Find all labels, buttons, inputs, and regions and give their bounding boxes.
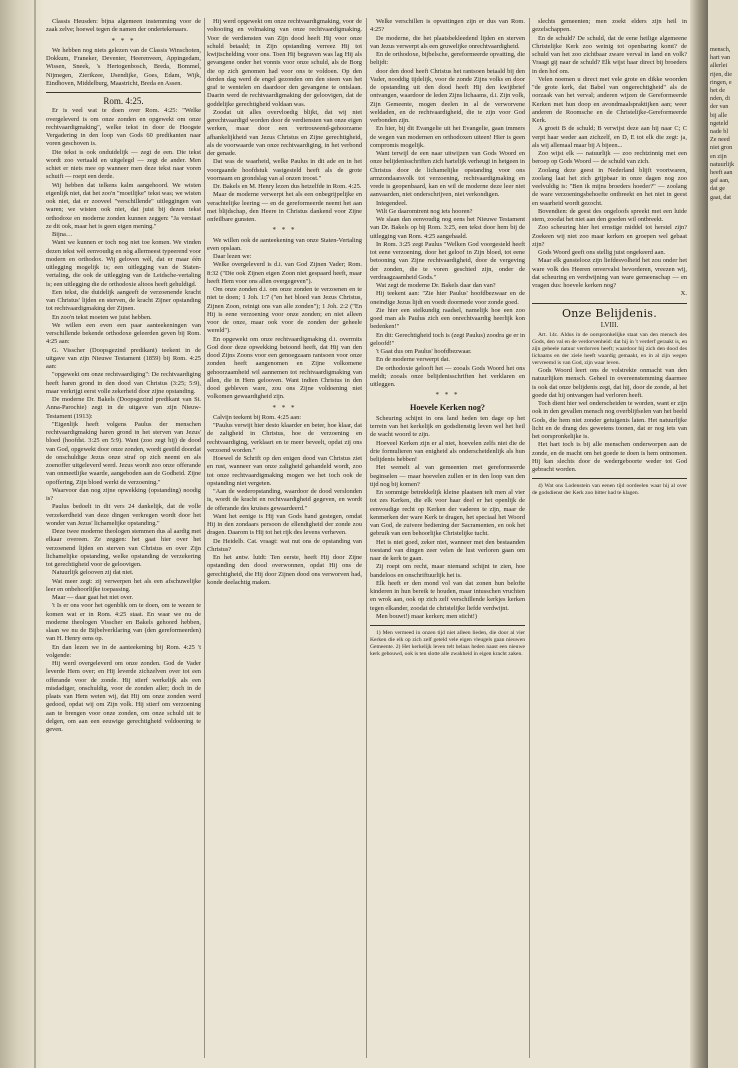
column-1 xyxy=(46,18,201,1058)
binding-edge xyxy=(34,0,36,1068)
column-rule xyxy=(204,18,205,1058)
divider xyxy=(532,303,687,304)
paragraph: Het hart toch is bij alle menschen onderworpen aan de zonde, en de macht om het goede te doen is hem ontnomen. Hij kan slechts door de wedergeboorte weder tot God gebracht worden. xyxy=(532,441,687,473)
next-page-line: nden, di xyxy=(710,95,730,103)
next-page-line: rijen, die xyxy=(710,70,732,78)
paragraph: Want terwijl de een naar uitwijzen van Gods Woord en onze belijdenisschriften zich hartelijk verheugt in hetgeen in Christus door de lichamelijke opstanding voor ons armzondaarsvolk tot verzoening, rechtvaardigmaking en vrede is geopenbaard, kan en wil de moderne deze leer niet aanvaarden, niet onderschrijven, niet verkondigen. xyxy=(370,150,525,199)
next-page-line: gaat, dat xyxy=(710,193,731,201)
paragraph: En hier, bij dit Evangelie uit het Evangelie, gaan immers de wegen van modernen en orthodoxen uiteen! Hier is geen compromis mogelijk. xyxy=(370,125,525,149)
paragraph: 't Gaat dus om Paulus' hoofdbezwaar. xyxy=(376,348,472,355)
paragraph: Hoeveel Kerken zijn er al niet, hoevelen zelfs niet die de drie formulieren van enigheid als onderscheidenlijk als hun belijdenis hebben! xyxy=(370,439,525,463)
paragraph: Scheuring schijnt in ons land heden ten dage op het terrein van het kerkelijk en godsdienstig leven wel het heil de wacht woord te zijn. xyxy=(370,414,525,439)
paragraph: Een tekst, die duidelijk aangeeft de verzoenende kracht van Christus' lijden en sterven, de kracht Zijner opstanding tot rechtvaardigmaking der Zijnen. xyxy=(46,288,201,313)
paragraph: Welke overgeleverd is d.i. van God Zijnen Vader; Rom. 8:32 ("Die ook Zijnen eigen Zoon niet gespaard heeft, maar heeft Hem voor ons allen overgegeven"). xyxy=(207,261,362,285)
paragraph: "Paulus verwijt hier desto klaarder en beter, hoe klaar, dat de zaligheid in Christus, hoe de verzoening en rechtvaardiging, verklaart en te meer beveelt, opdat zij ons verzoend worden." xyxy=(207,422,362,454)
paragraph: Hij werd overgeleverd om onze zonden. God de Vader leverde Hem over; en Hij leverde zichzelven over tot een offerande voor de zonde. Hij stierf werkelijk als een misdadiger, onschuldig, voor de zonden aller; doch in de plaats van Hem weten wij, dat Hij om onze zonden werd gedood, opdat wij om Zijn volk. Hij stierf om verzoening aan te brengen voor onze zonden, om onze schuld uit te delgen, om aan een eeuwige gerechtigheid voldoening te geven. xyxy=(46,660,201,733)
next-page-line: dat ge xyxy=(710,185,725,193)
next-page-line: gaf aan, xyxy=(710,177,730,185)
paragraph: Maar de moderne verwerpt het als een onbegrijpelijke en verachtelijke leering — en de gereformeerde neemt het aan met blijdschap, den Heere in Christus dankend voor Zijne onfeilbare gunsten. xyxy=(207,191,362,223)
column-4 xyxy=(532,18,687,1058)
column-rule xyxy=(529,18,530,1058)
next-page-line: der van xyxy=(710,103,729,111)
paragraph: Die tekst is ook onduidelijk — zegt de een. Die tekst wordt zoo vertaald en uitgelegd — zegt de ander. Men schiet er niets mee op wanneer men deze tekst naar voren schuift — roept een derde. xyxy=(46,148,201,181)
signature: X. xyxy=(680,290,687,298)
paragraph: We hebben nog niets gelezen van de Classis Winschoten, Dokkum, Franeker, Deventer, Heerenveen, Appingedam, Wissen, Sneek, 's Hertogenbosch, Breda, Bommel, Nijmegen, Zierikzee, IJsendijke, Goes, Edam, Wijk, Eindhoven, Middelburg, Maastricht, Breda en Assen. xyxy=(46,46,201,87)
paragraph: De Heidelb. Cat. vraagt: wat nut ons de opstanding van Christus? xyxy=(207,537,362,553)
paragraph: De moderne Dr. Bakels (Doopsgezind predikant van St. Anna-Parochie) zegt in de uitgave van zijn Nieuw-Testament (1913): xyxy=(46,396,201,420)
paragraph: "Aan de wederopstanding, waardoor de dood verslonden is, wordt de kracht en rechtvaardigheid gegeven, en wordt de offerande des kruises gewaardeerd." xyxy=(207,488,362,512)
paragraph: Dat was de waarheid, welke Paulus in dit ade en in het voorgaande hoofdstuk vastgesteld heeft als de grote voornaam en grondslag van al onzen troost." xyxy=(207,158,362,182)
paragraph: Dr. Bakels en M. Henry lezen dus hetzelfde in Rom. 4:25. xyxy=(213,183,362,190)
paragraph: Paulus bedoelt in dit vers 24 dankelijk, dat de volle verzekerdheid van deze dingen verkregen wordt door het wonder van Jezus' lichamelijke opstanding." xyxy=(46,503,201,527)
column-rule xyxy=(366,18,367,1058)
paragraph: Welke verschillen is opvattingen zijn er dus van Rom. 4:25? xyxy=(370,18,525,34)
paragraph: Het is niet goed, zeker niet, wanneer met den bestaanden toestand van dingen zeer velen de lust verloren gaan om naar de kerk te gaan. xyxy=(370,538,525,562)
paragraph: Integendeel. xyxy=(376,199,408,207)
paragraph: En de moderne verwerpt dat. xyxy=(376,356,450,364)
paragraph: Men bouwt!) maar kerken; men sticht!) xyxy=(376,612,477,620)
paragraph: Elk heeft er den mond vol van dat zonen hun belofte kinderen in hun bereik te houden, maar intusschen vruchten en wrok aan, ook op zich zelf verschillende kerkjes kerken tegen elkander, zoodat de christelijke liefde verdwijnt. xyxy=(370,579,525,612)
paragraph: G. Visscher (Doopsgezind predikant) teekent in de uitgave van zijn Nieuwe Testament (1859) bij Rom. 4:25 aan: xyxy=(46,346,201,370)
paragraph: En de orthodoxe, bijbelsche, gereformeerde opvatting, die belijdt: xyxy=(370,51,525,67)
paragraph: "Eigenlijk heeft volgens Paulus der menschen rechtvaardigmaking haren grond in het sterven van Jezus' bloed (hoofdst. 3:25 en 5:9). Want (zoo zegt hij) de dood van God, opgewekt door onze zonden, wordt gestild doordat de onschuldige Jezus onze straf op zich neemt en als zoenoffer uitgeleverd werd. Jezus wordt zoo onze offerande van onmeetlijke waarde, aangeboden aan de Godheid. Zijne opoffering, Zijn bloed werkt de verzoening." xyxy=(46,420,201,486)
paragraph: Zij roept om recht, maar niemand schijnt te zien, hoe bandeloos en onschriftuurlijk het is. xyxy=(370,563,525,579)
paragraph: Daar lezen we: xyxy=(213,253,252,260)
paragraph: Bovendien: de geest des ongeloofs spreekt met een luide stem, zoodat het niet aan den goeden wil ontbreekt. xyxy=(532,207,687,223)
paragraph: Zoo scheuring hier het ernstige middel tot herstel zijn? Zoekeen wij niet zoo maar kerken en groepen wel gebaat zijn? xyxy=(532,224,687,248)
paragraph: Wat meer zegt: zij verwerpen het als een afschuwelijke leer en onbehoorlijke toepassing. xyxy=(46,577,201,593)
paragraph: Deze twee moderne theologen stemmen dus al aardig met elkaar overeen. Ze zeggen: het gaat hier over het verzoenend lijden en sterven van Christus en over Zijn lichamelijke opstanding, welke opstanding de verzekering tot gerechtigheid voor de geloovigen. xyxy=(46,528,201,568)
paragraph: Er is veel wat te doen over Rom. 4:25: "Welke overgeleverd is om onze zonden en opgewekt om onze rechtvaardigmaking", welke tekst in door de Hoogste Vergadering in den loop van Gods 60 predikanten naar voren geschoven is. xyxy=(46,107,201,148)
paragraph: Bijna… xyxy=(52,231,73,238)
next-page-line: heeft aan xyxy=(710,169,733,177)
paragraph: Toch dient hier wel onderscheiden te worden, want er zijn ook in den gevallen mensch nog overblijfselen van het beeld Gods, die hem niet zonder getuigenis laten. Het natuurlijke licht en de drang des gewetens toonen, dat er nog iets van het oorspronkelijke is. xyxy=(532,400,687,440)
next-page-line: natuurlijk xyxy=(710,160,735,168)
paragraph: Wat zegt de moderne Dr. Bakels daar dan van? xyxy=(376,282,496,289)
section-heading: Rom. 4:25. xyxy=(103,96,144,106)
next-page-edge xyxy=(708,0,738,1068)
paragraph: Maar — daar gaat het niet over. xyxy=(52,594,134,601)
paragraph: We willen een even een paar aanteekeningen van verschillende bekende orthodoxe geleerden geven bij Rom. 4:25 aan: xyxy=(46,321,201,346)
paragraph: Natuurlijk gelooven zij dat niet. xyxy=(52,569,134,577)
paragraph: Velen noemen u direct met vele grote en dikke woorden "de grote kerk, dat Babel van ongerechtigheid" als de oorzaak van het verval; anderen wijzen de Gereformeerde Kerken met hun doop en avondmaalspraktijken aan; weer anderen de Roomsche en de Christelijke-Gereformeerde Kerk. xyxy=(532,75,687,124)
footnotes: 4) Wat ons Lodenstein van eenen tijd oordeelen waar hij al over de godsdienst der Kerk zoo bitter had te klagen. xyxy=(532,483,687,497)
separator-stars: * * * xyxy=(272,403,297,412)
paragraph: Om onze zonden d.i. om onze zonden te verzoenen en te niet te doen; 1 Joh. 1:7 ("en het bloed van Jezus Christus, Zijnen Zoon, reinigt ons van alle zonden"); 1 Joh. 2:2 ("En Hij is eene verzoening voor onze zonden; en niet alleen voor de onze, maar ook voor de zonden der geheele wereld"). xyxy=(207,286,362,335)
paragraph: Het wemelt al van gemeenten met gereformeerde beginselen — maar hoevelen zullen er in den loop van den tijd nog bij komen? xyxy=(370,464,525,488)
paragraph: En sommige betrekkelijk kleine plaatsen telt men al vier tot zes Kerken, die elk voor haar deel er het openlijk de eenvoudige recht op Kerken der vaderen te zijn, maar de kenmerken der ware Kerk te dragen, het speciaal het Woord van God, de zuivere bediening der Sacramenten, en ook het gebruik van een behoorlijke Christelijke tucht. xyxy=(370,489,525,538)
paragraph: Zie hier een stelkundig raadsel, namelijk hoe een zoo goed man als Paulus zich een onrechtvaardig heerlijk kon bedenken!" xyxy=(370,306,525,331)
article-quote: Art. 14c. Aldus in de oorspronkelijke staat van den mensch des Gods, den val en de verdorvenheid: dat hij in 't verderf geraakt is, en zijn geheele natuur verdorven heeft; waardoor hij zich den dood des lichaams en der ziele heeft waardig gemaakt, en in al zijn wegen vervreemd is van God, zijn waar leven. xyxy=(532,332,687,366)
paragraph: Hoewel de Schrift op den enigen dood van Christus ziet en rust, wanneer van onze zaligheid gehandeld wordt, zoo tot onze rechtvaardigmaking mogen we het toch ook de opstanding niet vergeten. xyxy=(207,455,362,487)
paragraph: slechts gemeenten; men zoekt elders zijn heil in gezelschappen. xyxy=(532,18,687,34)
paragraph: Wij hebben dat telkens kalm aangehoord. We wisten eigenlijk niet, dat het zoo'n "moeilijke" tekst was; we wisten ook niet, dat er zooveel "verschillende" uitleggingen van waren; we wisten ook niet, dat juist bij dezen tekst orthodoxe en moderne zonden kunnen zeggen: "Ja verstaat ze dit ook, maar het is geen eigen mening." xyxy=(46,181,201,230)
binding-gutter xyxy=(0,0,44,1068)
paragraph: Zoolang deze geest in Nederland blijft voortwaren, zoolang laat het zich grijpbaar in onze dagen nog zoo veelvuldig is: "Ben ik mijns broeders hoeder?" — zoolang de ware verzoeningsbehoefte ontbreekt en het niet in geest en waarheid wordt gezocht. xyxy=(532,166,687,207)
paragraph: Wilt Ge daaromtrent nog iets hooren? xyxy=(376,207,473,215)
paragraph: De moderne, die het plaatsbekleedend lijden en sterven van Jezus verwerpt als een gruwelijke onrechtvaardigheid. xyxy=(370,34,525,50)
separator-stars: * * * xyxy=(272,226,297,235)
next-page-line: niet gron xyxy=(710,144,733,152)
paragraph: We slaan dan eenvoudig nog eens het Nieuwe Testament van Dr. Bakels op bij Rom. 3:25, een tekst door hem bij de uitlegging van Rom. 4:25 aangehaald. xyxy=(370,216,525,240)
next-page-line: mensch, xyxy=(710,46,731,53)
paragraph: Zoodat uit alles overvloedig blijkt, dat wij niet gerechtvaardigd worden door de verdiensten van onze eigen werken, maar door een vertrouwend-gehoorzame afhankelijkheid van Jezus Christus en Zijne gerechtigheid, als de voorwaarde van onze rechtvaardiging, in het verbond der genade. xyxy=(207,108,362,157)
next-page-line: hart van xyxy=(710,54,731,62)
next-page-line: ringen, e xyxy=(710,78,732,86)
column-2 xyxy=(207,18,362,1058)
next-page-text xyxy=(708,0,738,202)
paragraph: Zoo wijst elk — natuurlijk — zoo rechtzinnig met een beroep op Gods Woord — de schuld van zich. xyxy=(532,150,687,166)
footnote-divider xyxy=(532,478,687,479)
footnotes: 1) Men vermeed in onzen tijd niet alleen lieden, die door al vier Kerken die elk op zich zelf geteld vele eigen vleugels gaan nieuwen Gemeente. 2) Het kerkelijk leven telt helaas heden naast een nieuwe kerk gebouwd, ook is ten slotte alle zwakheid in eigen kracht zaken. xyxy=(370,630,525,657)
paragraph: Want we kunnen er toch nog niet toe komen. We vinden dezen tekst wèl eenvoudig en nòg allermeest typeerend voor modern en orthodox. Wij geloven wèl, dat er maar één uitlegging mogelijk is; een uitlegging van de Staten-vertaling, die ook de uitlegging van de Leidsche-vertaling is; een uitlegging die de orthodoxie altoos heeft gehuldigd. xyxy=(46,239,201,288)
paragraph: 't Is er ons voor het ogenblik om te doen, om te wezen te komen wat er in Rom. 4:25 staat. En waar we nu de moderne theologen Visscher en Bakels gehoord hebben, slaan we nu de Bijbelverklaring van (den gereformeerden) van H. Henry eens op. xyxy=(46,602,201,643)
paragraph: Want het eenige is Hij van Gods hand gestegen, omdat Hij in den zondaars persoon de ellendigheid der zonde zou dragen. Daarom is Hij tot het rijk des levens verheven. xyxy=(207,512,362,537)
paragraph: Calvijn teekent bij Rom. 4:25 aan: xyxy=(213,413,302,421)
paragraph: Hij werd opgewekt om onze rechtvaardigmaking, voor de voltooiing en volmaking van onze rechtvaardigmaking. Voor de verdiensten van Zijn dood heeft Hij voor onze schuld betaald; in Zijn opstanding verreez Hij tot kwijtschelding voor ons. Toen Hij begraven was lag Hij als gevangene onder het vonnis voor onze schuld, als de Borg die op zich genomen had voor ons te voldoen. Op den derden dag werd de engel gezonden om den steen van het graf te wentelen en daardoor den gevangene te ontslaan. Daarin werd de rechtvaardigmaking der geloovigen, dat de goddelijke gerechtigheid voldaan was. xyxy=(207,18,362,108)
article-heading: Hoevele Kerken nog? xyxy=(409,402,486,412)
next-page-line: en zijn xyxy=(710,152,727,160)
paragraph: En zoo'n tekst moeten we juist hebben. xyxy=(52,313,152,321)
paragraph: "opgewekt om onze rechtvaardiging": De rechtvaardiging heeft haren grond in den dood van Christus (3:25; 5:9), maar verkrijgt eerst volle zekerheid door zijne opstanding. xyxy=(46,371,201,395)
paragraph: In Rom. 3:25 zegt Paulus "Welken God voorgesteld heeft tot eene verzoening, door het geloof in Zijn bloed, tot eene betooning van Zijne rechtvaardigheid, door de vergeving der zonden, die te voren geschied zijn, onder de verdraagzaamheid Gods." xyxy=(370,240,525,281)
section-heading: Onze Belijdenis. xyxy=(561,306,658,320)
next-page-line: bij alle xyxy=(710,111,728,119)
separator-stars: * * * xyxy=(435,391,460,400)
paragraph: Hij teekent aan: "Zie hier Paulus' hoofdbezwaar en de oneindige Jezus lijdt en voedt doormede voor zonde goed. xyxy=(370,290,525,306)
paragraph: Waarvoor dan nog zijne opwekking (opstanding) noodig is? xyxy=(46,486,201,502)
divider xyxy=(46,92,201,93)
paragraph: De orthodoxie gelooft het — zooals Gods Woord het ons meldt; zooals onze belijdenisschriften het verklaren en uitleggen. xyxy=(370,364,525,388)
section-number: LVIII. xyxy=(600,320,619,329)
paragraph: En dit: Gerechtigheid toch is (zegt Paulus) zoodra ge er in geloofd!" xyxy=(370,331,525,347)
separator-stars: * * * xyxy=(111,36,136,45)
paragraph: En opgewekt om onze rechtvaardigmaking d.i. overmits God door deze opwekking betoond heeft, dat Hij van den dood Zijns Zoons voor een genoegzaam rantsoen voor onze zonden heeft aangenomen en Zijne volkomene gehoorzaamheid wil aannemen tot rechtvaardigmaking van allen, die in Hem gelooven. Want indien Christus in den dood gebleven ware, zou ons Zijne voldoening niet volkomen gewaardigheid zijn. xyxy=(207,335,362,401)
paragraph: En dan lezen we in de aanteekening bij Rom. 4:25 't volgende: xyxy=(46,643,201,659)
next-page-line: allerlei xyxy=(710,62,728,70)
next-page-line: het de xyxy=(710,87,725,95)
paragraph: Maar elk gunstelooz zijn liefdesvolheid het zou onder het ware volk des Heeren onvervalst bevorderen, vreezen wij, dat scheuring en verdwijning van ware gemeenschap — en vragen dus: hoevele kerken nog? xyxy=(532,257,687,289)
paragraph: A groeit B de schuld; B verwijst deze aan hij naar C; C verpt haar weder aan zichzelf, en D, E tot elk die zegt: ja, als wij allemaal maar bij A bijeen... xyxy=(532,125,687,149)
paragraph: Gods Woord leert ons de volstrekte onmacht van den natuurlijken mensch. Geheel in overeenstemming daarmee is ook dat onze belijdenis zegt, dat hij, door de zonde, al het goede dat hij ontvangen had verloren heeft. xyxy=(532,367,687,399)
paragraph: Gods Woord geeft ons stellig juist ongekeerd aan. xyxy=(538,249,666,256)
paragraph: We willen ook de aanteekening van onze Staten-Vertaling even opslaan. xyxy=(207,236,362,252)
page-fold xyxy=(690,0,708,1068)
paragraph: En het antw. luidt: Ten eerste, heeft Hij door Zijne opstanding den dood overwonnen, opdat Hij ons de gerechtigheid, die Hij door Zijnen dood ons verworven had, konde deelachtig maken. xyxy=(207,554,362,586)
paragraph: Classis Heusden: bijna algemeen instemming voor de zaak zelve; hoewel tegen de namen der ondertekenaars. xyxy=(46,18,201,34)
next-page-line: Ze need xyxy=(710,136,730,144)
next-page-line: nade bl xyxy=(710,128,729,136)
footnote-divider xyxy=(370,625,525,626)
next-page-line: ngeteld xyxy=(710,119,729,127)
paragraph: door den dood heeft Christus het rantsoen betaald bij den Vader, nooddig tijdelijk, voor de zonde Zijns volks en door de opstanding uit den dood heeft Hij den kwijtbrief ontvangen, waardoor de leden Zijns lichaams, d.i. Zijn volk, Zijn Gemeente, mogen deelen in al de verworvene weldaden, en de rechtvaardigheid, die te zijn voor God verbonden zijn. xyxy=(370,67,525,124)
column-3 xyxy=(370,18,525,1058)
paragraph: En de schuld? De schuld, dat de eene heilige algemeene Christelijke Kerk zoo weinig tot openbaring komt? de schuld van het zoo zichtbaar zware verval in land en volk? Vraagt gij naar de schuld? Elk wijst haar direct bij broeders in den hof om. xyxy=(532,34,687,75)
